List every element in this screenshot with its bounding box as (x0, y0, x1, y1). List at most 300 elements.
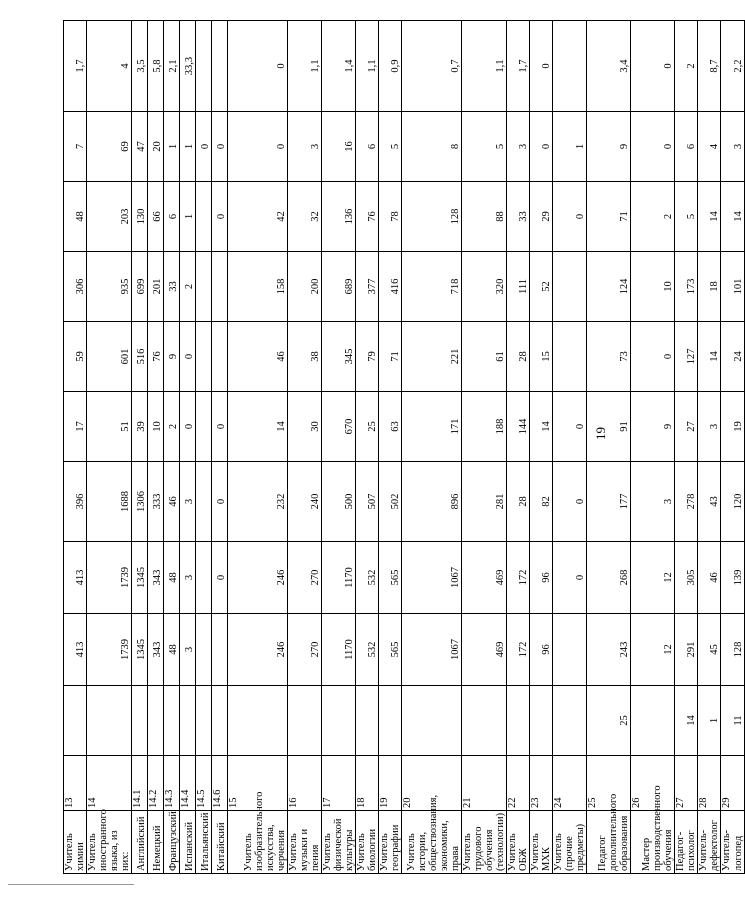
table-cell: 416 (379, 252, 402, 322)
table-cell: 0 (228, 21, 288, 112)
table-cell: 33 (507, 182, 530, 252)
row-code: 14.2 (148, 756, 164, 811)
table-cell: 1,7 (507, 21, 530, 112)
table-cell: 413 (64, 614, 87, 686)
table-cell: 177 (587, 462, 631, 542)
table-cell (180, 686, 196, 756)
table-row (132, 21, 148, 874)
table-cell: 6 (164, 182, 180, 252)
row-label: Педагог дополнительного образования (587, 811, 631, 874)
table-cell: 343 (148, 542, 164, 614)
table-cell: 3 (507, 112, 530, 182)
row-code: 15 (228, 756, 288, 811)
table-cell: 0 (212, 542, 228, 614)
table-cell: 345 (322, 322, 356, 392)
row-code: 25 (587, 756, 631, 811)
row-label: Английский (132, 811, 148, 874)
table-row (587, 21, 631, 874)
table-cell (196, 322, 212, 392)
table-cell: 42 (228, 182, 288, 252)
row-code: 22 (507, 756, 530, 811)
table-row (675, 21, 698, 874)
table-cell: 0 (553, 462, 587, 542)
table-cell (553, 686, 587, 756)
table-row (631, 21, 675, 874)
table-cell: 0,9 (379, 21, 402, 112)
table-row (164, 21, 180, 874)
table-cell: 171 (402, 392, 462, 462)
row-label: Учитель трудового обучения (технологии) (462, 811, 507, 874)
table-cell: 7 (64, 112, 87, 182)
table-cell: 532 (356, 614, 379, 686)
table-cell: 14 (228, 392, 288, 462)
table-cell (196, 686, 212, 756)
table-cell: 172 (507, 542, 530, 614)
table-cell: 0 (212, 392, 228, 462)
table-cell: 670 (322, 392, 356, 462)
table-cell: 45 (698, 614, 721, 686)
table-row (402, 21, 462, 874)
table-cell: 240 (288, 462, 322, 542)
table-cell: 1 (164, 112, 180, 182)
table-cell: 3 (180, 542, 196, 614)
table-cell: 1 (180, 182, 196, 252)
table-cell: 3 (631, 462, 675, 542)
row-label: Испанский (180, 811, 196, 874)
table-cell: 79 (356, 322, 379, 392)
table-row (64, 21, 87, 874)
table-cell: 343 (148, 614, 164, 686)
table-cell: 46 (228, 322, 288, 392)
table-cell: 96 (530, 614, 553, 686)
row-label: Учитель химии (64, 811, 87, 874)
table-cell: 0 (553, 542, 587, 614)
table-cell: 48 (64, 182, 87, 252)
table-cell: 10 (631, 252, 675, 322)
table-cell: 6 (356, 112, 379, 182)
table-cell (212, 614, 228, 686)
table-cell: 0 (180, 322, 196, 392)
table-cell: 43 (698, 462, 721, 542)
table-cell: 76 (148, 322, 164, 392)
table-cell: 221 (402, 322, 462, 392)
table-cell: 14 (698, 322, 721, 392)
table-cell: 270 (288, 542, 322, 614)
table-cell: 136 (322, 182, 356, 252)
table-cell: 565 (379, 542, 402, 614)
table-cell: 1 (180, 112, 196, 182)
table-cell: 14 (530, 392, 553, 462)
table-cell (196, 21, 212, 112)
table-cell: 1345 (132, 542, 148, 614)
table-cell: 0 (530, 21, 553, 112)
page-number: 19 (593, 427, 608, 440)
table-cell: 128 (402, 182, 462, 252)
table-cell: 246 (228, 614, 288, 686)
table-cell (402, 686, 462, 756)
table-cell: 413 (64, 542, 87, 614)
table-cell: 144 (507, 392, 530, 462)
table-cell: 76 (356, 182, 379, 252)
row-code: 27 (675, 756, 698, 811)
table-cell: 25 (587, 686, 631, 756)
table-cell: 0 (530, 112, 553, 182)
table-cell (288, 686, 322, 756)
table-cell: 63 (379, 392, 402, 462)
row-code: 17 (322, 756, 356, 811)
table-cell (530, 686, 553, 756)
table-cell (148, 686, 164, 756)
table-cell: 11 (721, 686, 744, 756)
table-cell: 935 (87, 252, 132, 322)
table-cell: 0 (228, 112, 288, 182)
table-cell: 24 (721, 322, 744, 392)
table-cell: 320 (462, 252, 507, 322)
row-label: Учитель географии (379, 811, 402, 874)
data-table (63, 20, 745, 874)
table-cell: 173 (675, 252, 698, 322)
table-cell: 3 (180, 462, 196, 542)
table-cell: 200 (288, 252, 322, 322)
table-cell: 20 (148, 112, 164, 182)
table-cell: 12 (631, 542, 675, 614)
table-cell: 500 (322, 462, 356, 542)
footnote-rule (8, 884, 134, 885)
table-cell: 3 (180, 614, 196, 686)
table-cell: 66 (148, 182, 164, 252)
table-cell: 96 (530, 542, 553, 614)
table-cell: 9 (631, 392, 675, 462)
table-cell: 1739 (87, 614, 132, 686)
table-cell: 3,4 (587, 21, 631, 112)
table-cell: 14 (721, 182, 744, 252)
row-label: Учитель истории, обществознания, экономики, права (402, 811, 462, 874)
table-cell: 16 (322, 112, 356, 182)
table-row (180, 21, 196, 874)
table-cell: 2,2 (721, 21, 744, 112)
table-cell: 127 (675, 322, 698, 392)
table-row (212, 21, 228, 874)
table-cell: 699 (132, 252, 148, 322)
table-cell: 0 (631, 322, 675, 392)
table-cell (196, 462, 212, 542)
table-cell: 1,1 (462, 21, 507, 112)
table-cell: 469 (462, 614, 507, 686)
table-row (721, 21, 744, 874)
table-cell: 33 (164, 252, 180, 322)
table-cell: 120 (721, 462, 744, 542)
row-code: 14.3 (164, 756, 180, 811)
row-label: Учитель-логопед (721, 811, 744, 874)
table-cell: 232 (228, 462, 288, 542)
table-row (379, 21, 402, 874)
table-cell: 0 (212, 112, 228, 182)
table-cell: 0 (212, 182, 228, 252)
table-cell: 896 (402, 462, 462, 542)
table-row (228, 21, 288, 874)
table-cell: 51 (87, 392, 132, 462)
table-cell (631, 686, 675, 756)
table-cell: 502 (379, 462, 402, 542)
table-cell (196, 182, 212, 252)
table-cell: 0 (553, 182, 587, 252)
table-cell (553, 322, 587, 392)
table-cell: 4 (698, 112, 721, 182)
table-cell (164, 686, 180, 756)
table-cell: 27 (675, 392, 698, 462)
table-cell: 532 (356, 542, 379, 614)
table-cell: 78 (379, 182, 402, 252)
table-cell: 5,8 (148, 21, 164, 112)
table-cell: 12 (631, 614, 675, 686)
table-cell: 18 (698, 252, 721, 322)
table-cell: 1306 (132, 462, 148, 542)
table-cell: 158 (228, 252, 288, 322)
table-cell: 28 (507, 462, 530, 542)
table-cell: 1,1 (356, 21, 379, 112)
table-cell: 305 (675, 542, 698, 614)
table-cell: 306 (64, 252, 87, 322)
table-cell: 14 (698, 182, 721, 252)
table-cell: 3,5 (132, 21, 148, 112)
table-cell: 17 (64, 392, 87, 462)
table-cell: 32 (288, 182, 322, 252)
table-cell: 291 (675, 614, 698, 686)
table-cell: 5 (379, 112, 402, 182)
row-code: 28 (698, 756, 721, 811)
table-container (63, 21, 744, 874)
table-cell: 278 (675, 462, 698, 542)
table-cell: 2 (631, 182, 675, 252)
table-cell: 203 (87, 182, 132, 252)
row-label: Учитель-дефектолог (698, 811, 721, 874)
table-cell (64, 686, 87, 756)
table-cell (196, 252, 212, 322)
row-code: 20 (402, 756, 462, 811)
table-cell: 91 (587, 392, 631, 462)
table-row (507, 21, 530, 874)
table-cell: 243 (587, 614, 631, 686)
table-cell: 8,7 (698, 21, 721, 112)
table-cell (379, 686, 402, 756)
table-cell: 689 (322, 252, 356, 322)
table-cell: 268 (587, 542, 631, 614)
table-cell: 2 (164, 392, 180, 462)
table-cell: 3 (698, 392, 721, 462)
table-cell: 46 (698, 542, 721, 614)
row-code: 16 (288, 756, 322, 811)
table-cell: 73 (587, 322, 631, 392)
table-cell (212, 21, 228, 112)
table-row (322, 21, 356, 874)
table-cell (553, 21, 587, 112)
table-row (553, 21, 587, 874)
row-label: Учитель (прочие предметы) (553, 811, 587, 874)
row-code: 29 (721, 756, 744, 811)
table-cell (356, 686, 379, 756)
table-cell: 38 (288, 322, 322, 392)
table-cell: 2,1 (164, 21, 180, 112)
table-row (148, 21, 164, 874)
table-cell (462, 686, 507, 756)
table-cell (553, 252, 587, 322)
table-cell: 39 (132, 392, 148, 462)
row-code: 23 (530, 756, 553, 811)
table-cell: 46 (164, 462, 180, 542)
row-code: 14 (87, 756, 132, 811)
table-cell: 0 (631, 21, 675, 112)
table-row (462, 21, 507, 874)
row-code: 18 (356, 756, 379, 811)
table-cell: 124 (587, 252, 631, 322)
table-cell: 5 (462, 112, 507, 182)
table-cell (212, 686, 228, 756)
table-cell: 172 (507, 614, 530, 686)
table-cell (212, 322, 228, 392)
table-row (698, 21, 721, 874)
table-cell: 3 (721, 112, 744, 182)
table-row (356, 21, 379, 874)
table-cell: 101 (721, 252, 744, 322)
row-label: Учитель иностранного языка, из них: (87, 811, 132, 874)
table-cell: 71 (379, 322, 402, 392)
table-cell: 61 (462, 322, 507, 392)
table-cell: 565 (379, 614, 402, 686)
table-row (288, 21, 322, 874)
table-cell: 1,7 (64, 21, 87, 112)
table-cell (196, 542, 212, 614)
table-cell (196, 614, 212, 686)
row-label: Немецкий (148, 811, 164, 874)
table-cell: 28 (507, 322, 530, 392)
table-cell: 0 (212, 462, 228, 542)
table-cell: 1,1 (288, 21, 322, 112)
table-cell: 0 (631, 112, 675, 182)
row-code: 14.1 (132, 756, 148, 811)
table-cell (196, 392, 212, 462)
table-cell: 270 (288, 614, 322, 686)
row-code: 24 (553, 756, 587, 811)
row-code: 13 (64, 756, 87, 811)
table-cell (87, 686, 132, 756)
table-cell: 1067 (402, 614, 462, 686)
row-label: Учитель физической культуры (322, 811, 356, 874)
table-cell: 1688 (87, 462, 132, 542)
table-cell: 1 (698, 686, 721, 756)
row-label: Итальянский (196, 811, 212, 874)
table-row (196, 21, 212, 874)
table-cell: 47 (132, 112, 148, 182)
table-cell: 3 (288, 112, 322, 182)
row-code: 14.4 (180, 756, 196, 811)
table-cell: 6 (675, 112, 698, 182)
table-cell (212, 252, 228, 322)
row-label: Учитель изобразительного искусства, черчения (228, 811, 288, 874)
table-cell: 25 (356, 392, 379, 462)
table-cell: 52 (530, 252, 553, 322)
table-cell: 333 (148, 462, 164, 542)
table-cell: 507 (356, 462, 379, 542)
table-cell: 601 (87, 322, 132, 392)
table-cell: 1067 (402, 542, 462, 614)
table-cell: 111 (507, 252, 530, 322)
row-label: Учитель ОБЖ (507, 811, 530, 874)
row-label: Учитель биологии (356, 811, 379, 874)
table-cell: 718 (402, 252, 462, 322)
table-cell: 201 (148, 252, 164, 322)
table-cell: 0 (196, 112, 212, 182)
table-cell: 15 (530, 322, 553, 392)
table-cell: 1,4 (322, 21, 356, 112)
table-cell: 10 (148, 392, 164, 462)
table-cell (322, 686, 356, 756)
table-cell: 469 (462, 542, 507, 614)
table-cell: 9 (587, 112, 631, 182)
table-cell: 30 (288, 392, 322, 462)
table-cell: 0,7 (402, 21, 462, 112)
table-cell: 1739 (87, 542, 132, 614)
table-cell: 1170 (322, 542, 356, 614)
table-cell: 0 (180, 392, 196, 462)
table-cell: 377 (356, 252, 379, 322)
table-cell: 0 (553, 392, 587, 462)
table-cell: 82 (530, 462, 553, 542)
table-cell: 71 (587, 182, 631, 252)
row-label: Учитель музыки и пения (288, 811, 322, 874)
table-cell: 128 (721, 614, 744, 686)
table-cell: 14 (675, 686, 698, 756)
table-cell: 48 (164, 614, 180, 686)
table-cell: 281 (462, 462, 507, 542)
table-cell: 33,3 (180, 21, 196, 112)
table-cell: 2 (675, 21, 698, 112)
row-code: 19 (379, 756, 402, 811)
table-cell: 5 (675, 182, 698, 252)
table-cell: 1170 (322, 614, 356, 686)
row-code: 14.5 (196, 756, 212, 811)
table-cell: 246 (228, 542, 288, 614)
table-cell (132, 686, 148, 756)
table-cell: 1 (553, 112, 587, 182)
table-cell: 59 (64, 322, 87, 392)
table-cell: 2 (180, 252, 196, 322)
table-cell: 188 (462, 392, 507, 462)
table-row (87, 21, 132, 874)
row-code: 26 (631, 756, 675, 811)
table-cell (228, 686, 288, 756)
table-cell (507, 686, 530, 756)
table-cell: 9 (164, 322, 180, 392)
table-cell: 4 (87, 21, 132, 112)
table-cell: 29 (530, 182, 553, 252)
table-cell: 396 (64, 462, 87, 542)
row-label: Педагог-психолог (675, 811, 698, 874)
row-label: Французский (164, 811, 180, 874)
table-cell: 19 (721, 392, 744, 462)
row-label: Мастер производственного обучения (631, 811, 675, 874)
row-label: Учитель МХК (530, 811, 553, 874)
row-label: Китайский (212, 811, 228, 874)
row-code: 21 (462, 756, 507, 811)
table-row (530, 21, 553, 874)
table-cell: 1345 (132, 614, 148, 686)
table-cell: 139 (721, 542, 744, 614)
table-cell (553, 614, 587, 686)
table-cell: 516 (132, 322, 148, 392)
table-cell: 8 (402, 112, 462, 182)
row-code: 14.6 (212, 756, 228, 811)
table-cell: 130 (132, 182, 148, 252)
